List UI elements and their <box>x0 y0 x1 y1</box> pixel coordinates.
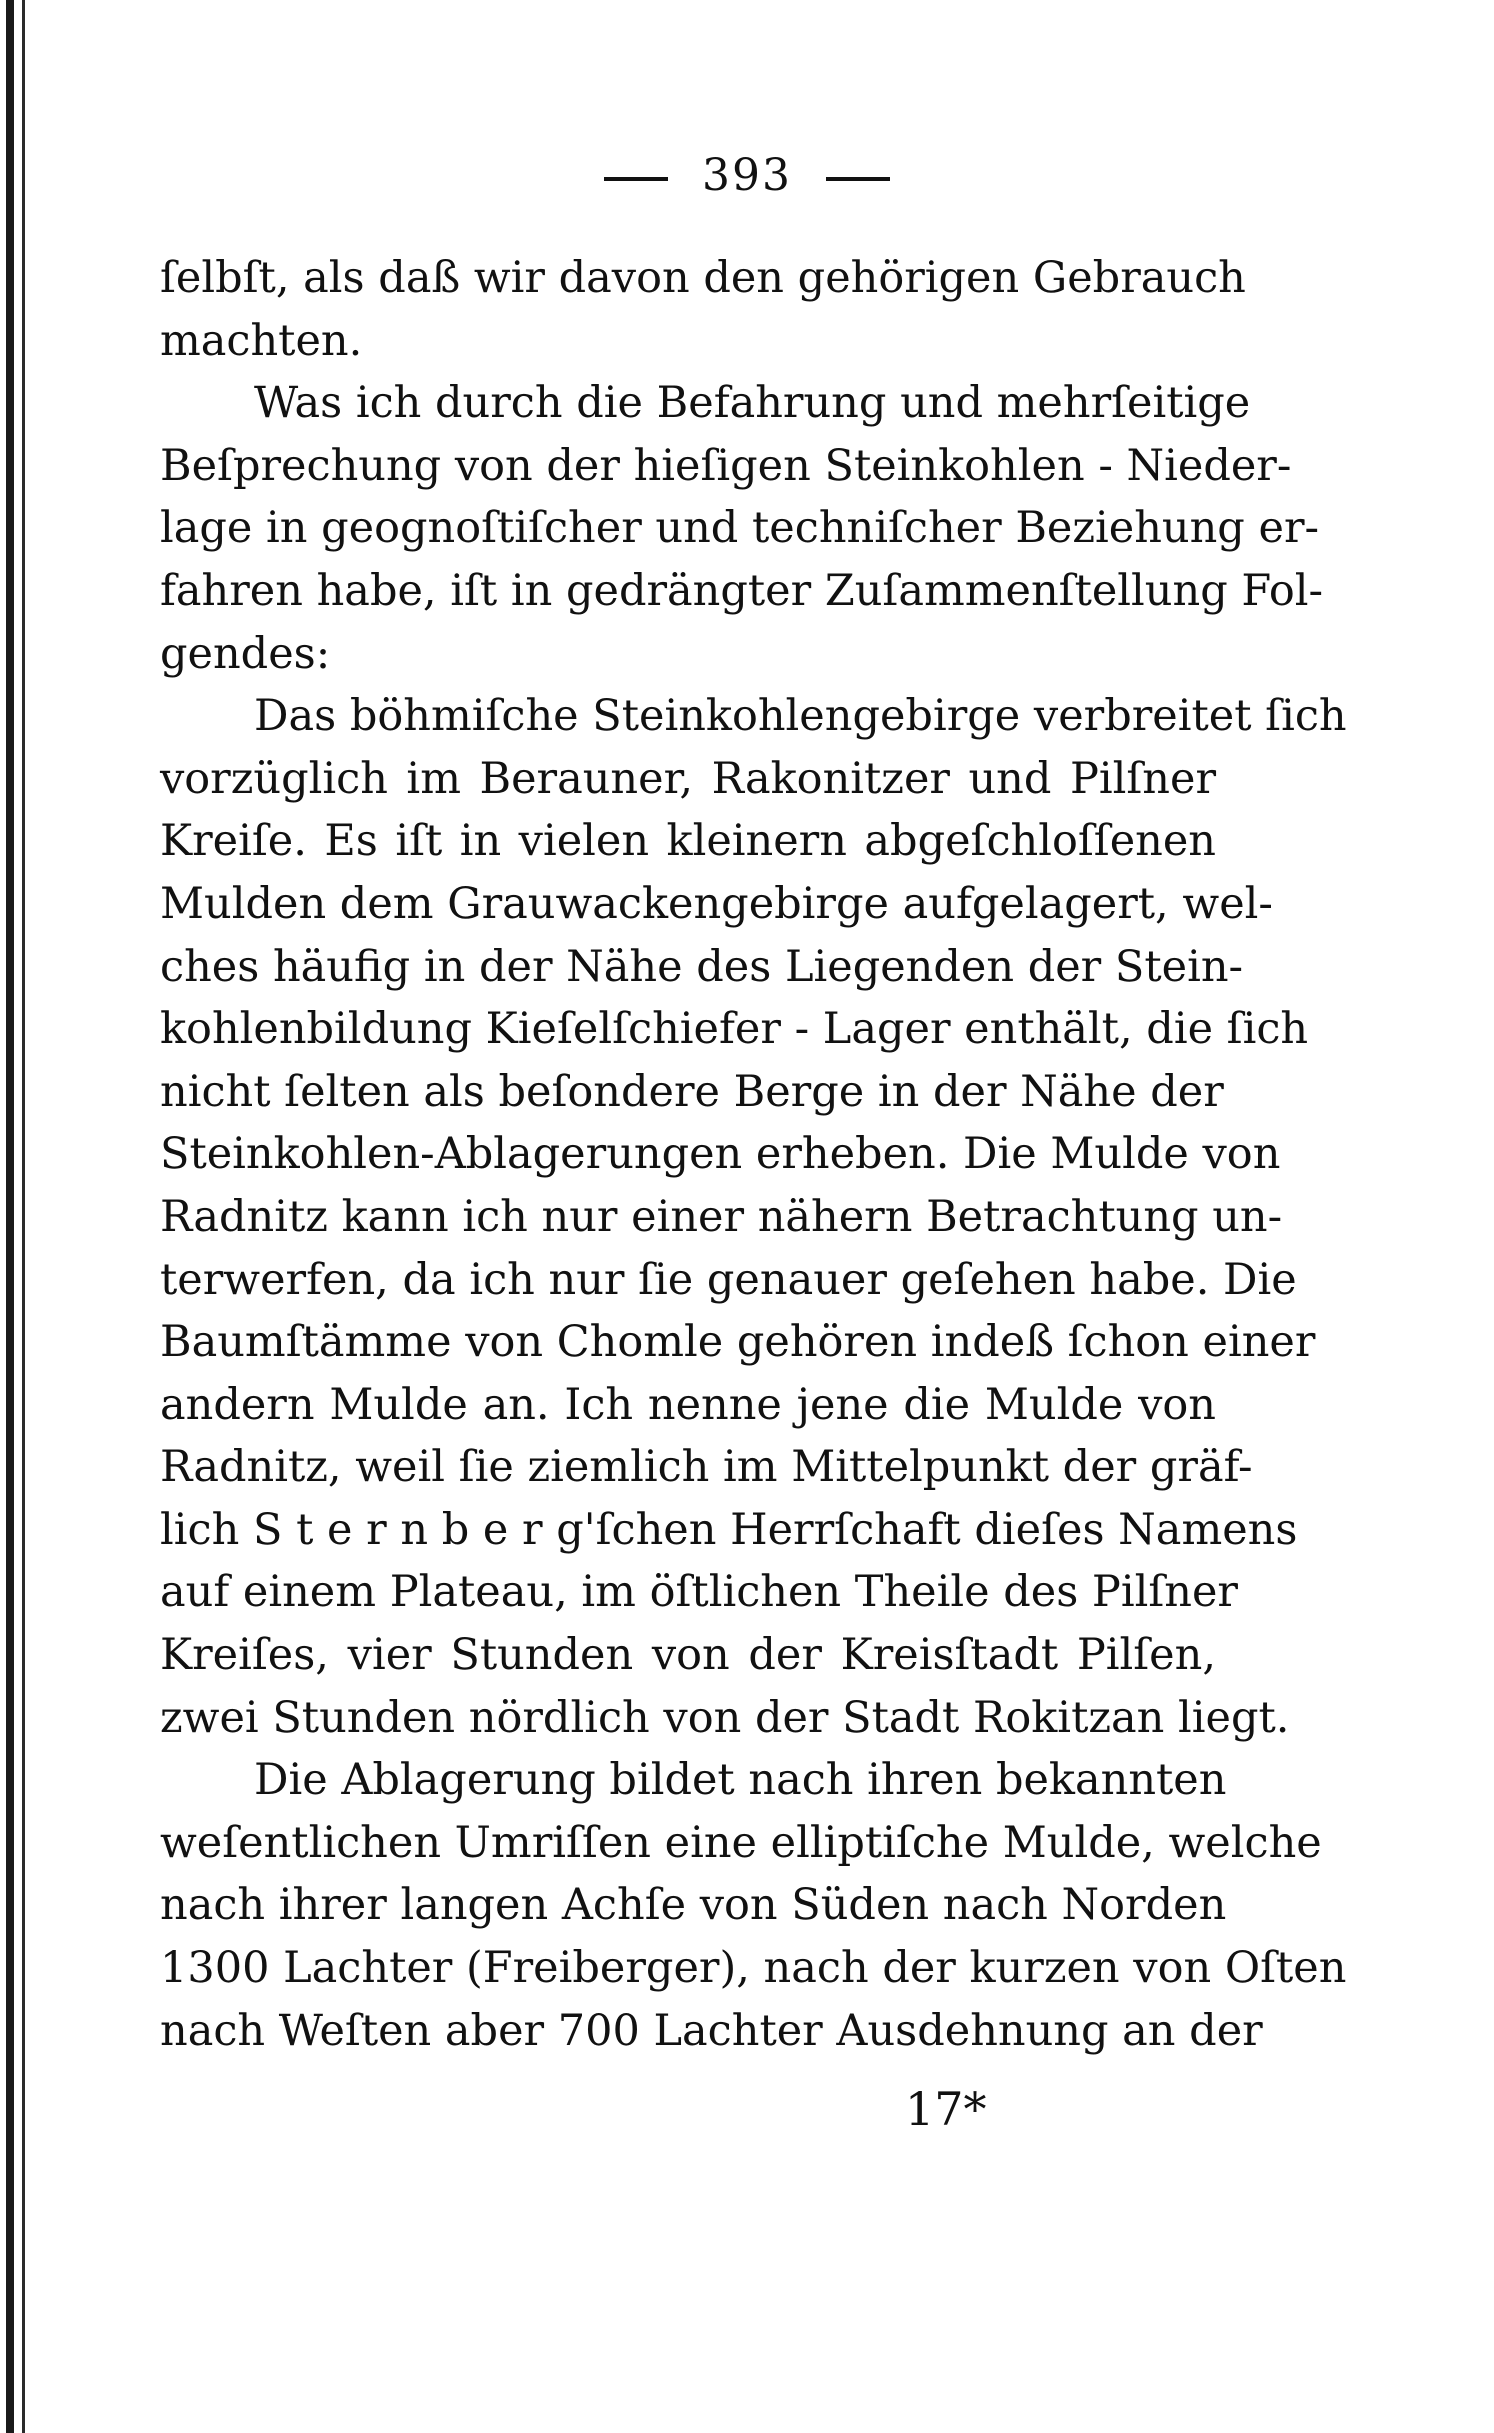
text-line: machten. <box>160 315 363 366</box>
text-line: zwei Stunden nördlich von der Stadt Rokitzan liegt. <box>160 1692 1290 1743</box>
header-dash-left <box>604 177 668 181</box>
page-number: 393 <box>702 150 792 201</box>
page-edge-rule-thin <box>22 0 25 2433</box>
text-line: Radnitz kann ich nur einer nähern Betrachtung un- <box>160 1191 1283 1242</box>
text-line: weſentlichen Umriſſen eine elliptiſche Mulde, welche <box>160 1817 1322 1868</box>
text-line: 1300 Lachter (Freiberger), nach der kurzen von Oſten <box>160 1943 1347 1994</box>
text-line: lich S t e r n b e r g'ſchen Herrſchaft dieſes Namens <box>160 1504 1298 1555</box>
text-line: fahren habe, iſt in gedrängter Zuſammenſtellung Fol- <box>160 565 1324 616</box>
text-line: ches häufig in der Nähe des Liegenden der Stein- <box>160 941 1244 992</box>
signature-mark: 17* <box>905 2082 987 2136</box>
text-line: Kreiſes, vier Stunden von der Kreisſtadt Pilſen, <box>160 1630 1216 1681</box>
text-line: nicht ſelten als beſondere Berge in der Nähe der <box>160 1066 1224 1117</box>
text-line: Die Ablagerung bildet nach ihren bekannten <box>254 1755 1227 1806</box>
text-line: Das böhmiſche Steinkohlengebirge verbreitet ſich <box>254 691 1347 742</box>
text-line: kohlenbildung Kieſelſchiefer - Lager enthält, die ſich <box>160 1004 1309 1055</box>
text-line: Radnitz, weil ſie ziemlich im Mittelpunkt der gräf- <box>160 1442 1253 1493</box>
text-line: vorzüglich im Berauner, Rakonitzer und Pilſner <box>160 753 1216 804</box>
text-line: auf einem Plateau, im öſtlichen Theile des Pilſner <box>160 1567 1238 1618</box>
text-line: Was ich durch die Befahrung und mehrſeitige <box>254 378 1251 429</box>
text-line: lage in geognoſtiſcher und techniſcher Beziehung er- <box>160 503 1320 554</box>
text-line: andern Mulde an. Ich nenne jene die Mulde von <box>160 1379 1216 1430</box>
text-line: Beſprechung von der hieſigen Steinkohlen - Nieder- <box>160 440 1292 491</box>
body-text <box>160 247 1347 2062</box>
page-header <box>0 150 1494 201</box>
text-line: Steinkohlen-Ablagerungen erheben. Die Mulde von <box>160 1129 1281 1180</box>
text-line: gendes: <box>160 628 331 679</box>
header-dash-right <box>826 177 890 181</box>
text-line: nach ihrer langen Achſe von Süden nach Norden <box>160 1880 1227 1931</box>
text-line: ſelbſt, als daß wir davon den gehörigen Gebrauch <box>160 253 1246 303</box>
text-line: terwerfen, da ich nur ſie genauer geſehen habe. Die <box>160 1254 1297 1305</box>
page-edge-rule <box>6 0 14 2433</box>
text-line: Mulden dem Grauwackengebirge aufgelagert, wel- <box>160 878 1273 929</box>
text-line: Baumſtämme von Chomle gehören indeß ſchon einer <box>160 1317 1316 1368</box>
text-line: nach Weſten aber 700 Lachter Ausdehnung an der <box>160 2005 1263 2056</box>
text-line: Kreiſe. Es iſt in vielen kleinern abgeſchloſſenen <box>160 816 1216 867</box>
